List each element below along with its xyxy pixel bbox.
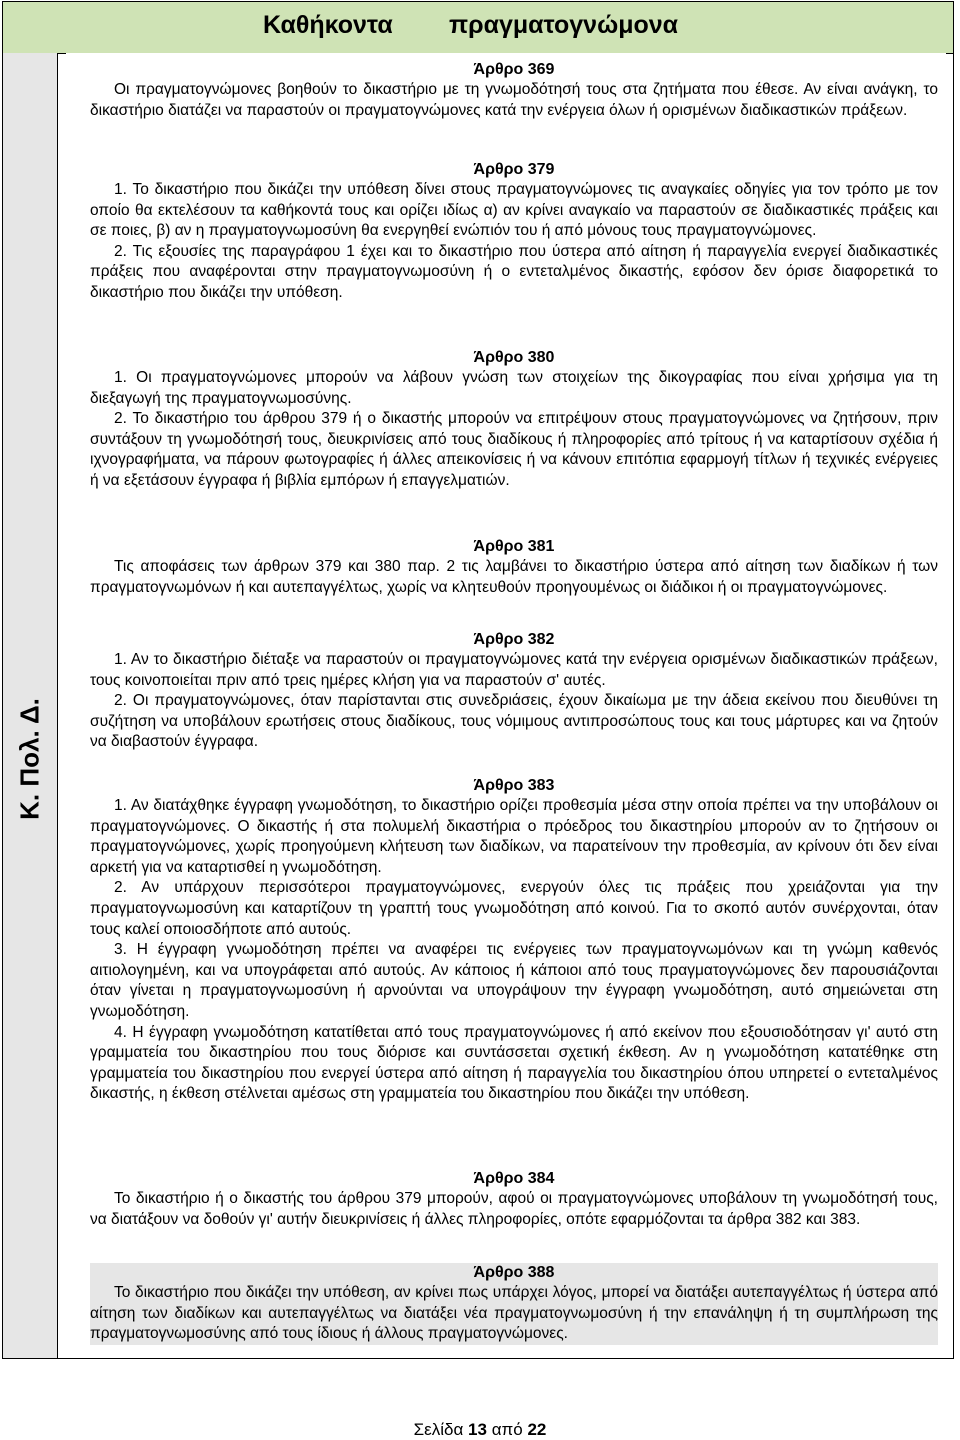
footer-prefix: Σελίδα bbox=[413, 1420, 464, 1439]
article-title: Άρθρο 369 bbox=[473, 61, 555, 78]
header-bar bbox=[3, 2, 953, 54]
article-paragraph: 1. Αν διατάχθηκε έγγραφη γνωμοδότηση, το δικαστήριο ορίζει προθεσμία μέσα στην οποία πρέπει να την υποβάλουν οι πραγματογνώμονες. Ο δικαστής ή στα πολυμελή δικαστήρια ο πρόεδρος του δικαστηρίου μπορούν αν το ζητήσουν οι πραγματογνώμονες, χωρίς προηγούμενη κλήτευση των διαδίκων, να παρατείνουν την προθεσμία, αν κρίνουν ότι δεν είναι αρκετή για να καταρτισθεί η γνωμοδότηση. bbox=[90, 797, 938, 876]
article-title: Άρθρο 382 bbox=[473, 631, 555, 648]
article-title: Άρθρο 379 bbox=[473, 161, 555, 178]
page-footer bbox=[0, 1420, 960, 1440]
article-paragraph: 2. Το δικαστήριο του άρθρου 379 ή ο δικαστής μπορούν να επιτρέψουν στους πραγματογνώμονες να ζητήσουν, πριν συντάξουν τη γνωμοδότησή τους, διευκρινίσεις από τους διαδίκους ή πληροφορίες από τρίτους ή να καταρτίσουν σχέδια ή ιχνογραφήματα, να πάρουν φωτογραφίες ή άλλες απεικονίσεις ή να κάνουν επιτόπια εφαρμογή τίτλων ή τεχνικές ενέργειες ή να εξετάσουν έγγραφα ή βιβλία εμπόρων ή επαγγελματιών. bbox=[90, 410, 938, 489]
article-384 bbox=[90, 1169, 938, 1230]
article-paragraph: Το δικαστήριο που δικάζει την υπόθεση, αν κρίνει πως υπάρχει λόγος, μπορεί να διατάξει αυτεπαγγέλτως ή ύστερα από αίτηση των διαδίκων και αυτεπαγγέλτως να διατάξει νέα πραγματογνωμοσύνη ή την επανάληψη ή τη συμπλήρωση της πραγματογνωμοσύνης από τους ίδιους ή άλλους πραγματογνώμονες. bbox=[90, 1284, 938, 1343]
article-380 bbox=[90, 348, 938, 492]
article-title: Άρθρο 383 bbox=[473, 777, 555, 794]
sidebar-label: Κ. Πολ. Δ. bbox=[14, 698, 45, 820]
article-paragraph: 1. Το δικαστήριο που δικάζει την υπόθεση δίνει στους πραγματογνώμονες τις αναγκαίες οδηγίες για τον τρόπο με τον οποίο θα εκτελέσουν τα καθήκοντά τους και ορίζει ιδίως α) αν κρίνει αναγκαίο να παραστούν σε διαδικαστικές πράξεις και σε ποιες, β) αν η πραγματογνωμοσύνη θα ενεργηθεί ενώπιόν του ή από μόνους τους πραγματογνώμονες. bbox=[90, 181, 938, 240]
article-paragraph: 2. Αν υπάρχουν περισσότεροι πραγματογνώμονες, ενεργούν όλες τις πράξεις που χρειάζονται για την πραγματογνωμοσύνη και καταρτίζουν τη γραπτή τους γνωμοδότηση από κοινού. Για το σκοπό αυτόν συνέρχονται, όταν τους καλεί οποιοσδήποτε από αυτούς. bbox=[90, 879, 938, 938]
article-382 bbox=[90, 630, 938, 753]
sidebar bbox=[3, 53, 58, 1358]
article-paragraph: 1. Αν το δικαστήριο διέταξε να παραστούν οι πραγματογνώμονες κατά την ενέργεια ορισμένων διαδικαστικών πράξεων, τους κοινοποιείται πριν από τρεις ημέρες κλήση για να παραστούν σ' αυτές. bbox=[90, 651, 938, 689]
article-title: Άρθρο 380 bbox=[473, 349, 555, 366]
article-paragraph: 2. Τις εξουσίες της παραγράφου 1 έχει και το δικαστήριο που ύστερα από αίτηση ή παραγγελία ενεργεί διαδικαστικές πράξεις που αναφέρονται στην πραγματογνωμοσύνη ή ο εντεταλμένος δικαστής, εφόσον δεν όρισε διαφορετικά το δικαστήριο που δικάζει την υπόθεση. bbox=[90, 242, 938, 301]
article-paragraph: 1. Οι πραγματογνώμονες μπορούν να λάβουν γνώση των στοιχείων της δικογραφίας που είναι χρήσιμα για τη διεξαγωγή της πραγματογνωμοσύνης. bbox=[90, 369, 938, 407]
article-369 bbox=[90, 60, 938, 121]
article-379 bbox=[90, 160, 938, 304]
article-paragraph: 3. Η έγγραφη γνωμοδότηση πρέπει να αναφέρει τις ενέργειες των πραγματογνωμόνων και τη γνώμη καθενός αιτιολογημένη, και να υπογράφεται από αυτούς. Αν κάποιος ή κάποιοι από τους πραγματογνώμονες δεν παρουσιάζονται όταν γίνεται η πραγματογνωμοσύνη ή αρνούνται να υπογράψουν την έγγραφη γνωμοδότηση, αυτό σημειώνεται στη γνωμοδότηση. bbox=[90, 941, 938, 1020]
article-paragraph: Τις αποφάσεις των άρθρων 379 και 380 παρ. 2 τις λαμβάνει το δικαστήριο ύστερα από αίτηση των διαδίκων ή των πραγματογνωμόνων ή και αυτεπαγγέλτως, χωρίς να κλητευθούν προηγουμένως οι διάδικοι ή οι πραγματογνώμονες. bbox=[90, 558, 938, 596]
footer-page-number: 13 bbox=[468, 1420, 487, 1439]
article-title: Άρθρο 384 bbox=[473, 1170, 555, 1187]
article-381 bbox=[90, 537, 938, 598]
article-paragraph: Οι πραγματογνώμονες βοηθούν το δικαστήριο με τη γνωμοδότησή τους στα ζητήματα που έθεσε. Αν είναι ανάγκη, το δικαστήριο διατάζει να παραστούν οι πραγματογνώμονες κατά την ενέργεια όλων ή ορισμένων διαδικαστικών πράξεων. bbox=[90, 81, 938, 119]
article-388 bbox=[90, 1263, 938, 1345]
article-383 bbox=[90, 776, 938, 1105]
document-scan bbox=[66, 53, 946, 1356]
article-paragraph: 2. Οι πραγματογνώμονες, όταν παρίστανται στις συνεδριάσεις, έχουν δικαίωμα με την άδεια εκείνου που διευθύνει τη συζήτηση να υποβάλουν ερωτήσεις στους διαδίκους, τους νόμιμους αντιπροσώπους τους και τους μάρτυρες και να ζητούν να διαβαστούν έγγραφα. bbox=[90, 692, 938, 751]
article-title: Άρθρο 388 bbox=[473, 1264, 555, 1281]
footer-middle: από bbox=[491, 1420, 523, 1439]
footer-page-total: 22 bbox=[527, 1420, 547, 1439]
article-paragraph: Το δικαστήριο ή ο δικαστής του άρθρου 379 μπορούν, αφού οι πραγματογνώμονες υποβάλουν τη γνωμοδότησή τους, να διατάξουν να δοθούν γι' αυτήν διευκρινίσεις ή άλλες πληροφορίες, οπότε εφαρμόζονται τα άρθρα 382 και 383. bbox=[90, 1190, 938, 1228]
header-title-right: πραγματογνώμονα bbox=[449, 11, 679, 39]
article-title: Άρθρο 381 bbox=[473, 538, 555, 555]
header-title-left: Καθήκοντα bbox=[263, 11, 393, 39]
article-paragraph: 4. Η έγγραφη γνωμοδότηση κατατίθεται από τους πραγματογνώμονες ή από εκείνον που εξουσιοδότησαν γι' αυτό στη γραμματεία του δικαστηρίου που τους διόρισε και συντάσσεται σχετική έκθεση. Αν η γνωμοδότηση κατατέθηκε στη γραμματεία του δικαστηρίου που ενεργεί ύστερα από αίτηση ή παραγγελία του δικαστηρίου όπου υπηρετεί ο εντεταλμένος δικαστής, η έκθεση στέλνεται αμέσως στη γραμματεία του δικαστηρίου που δικάζει την υπόθεση. bbox=[90, 1023, 938, 1103]
